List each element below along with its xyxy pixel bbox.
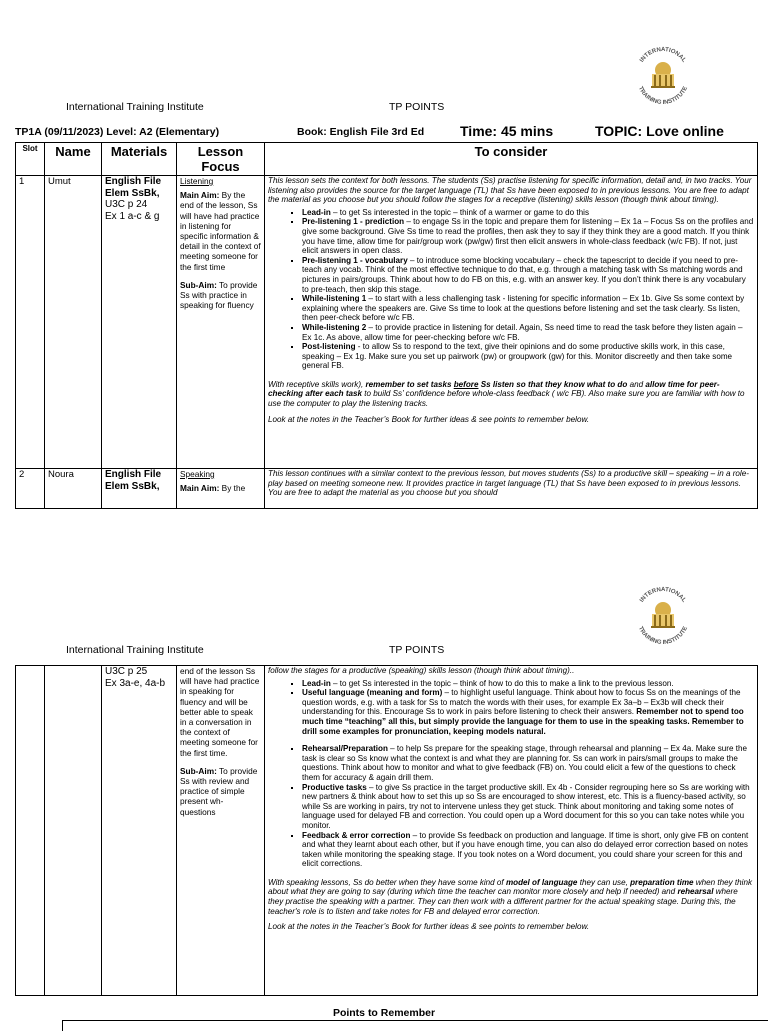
slot-number <box>16 666 45 996</box>
focus-type: Speaking <box>180 469 215 479</box>
sub-aim-label: Sub-Aim: <box>180 765 217 776</box>
topic-info: TOPIC: Love online <box>595 123 724 139</box>
lesson-focus-cell <box>177 176 265 469</box>
stage-list <box>268 208 754 371</box>
to-consider-cell <box>265 176 758 469</box>
institute-logo <box>628 580 698 650</box>
svg-text:INTERNATIONAL: INTERNATIONAL <box>639 586 687 604</box>
materials-cell <box>102 666 177 996</box>
stage-item: ▪ Feedback & error correction – to provide Ss feedback on production and language. If time is short, only give FB on content and what they learnt about each other, but if you have enough time, you can also do delayed error correction based on notes taken while monitoring the speaking stage. If you took notes on a Word document, you could share your screen for this and elicit corrections. <box>302 831 754 869</box>
materials-cell <box>102 176 177 469</box>
main-aim-label: Main Aim: <box>180 190 220 201</box>
materials-unit: U3C p 25 <box>105 666 148 677</box>
main-aim-text: By the end of the lesson, Ss will have had practice in listening for specific information & detail in the context of meeting someone for the first time <box>180 190 261 272</box>
header-to-consider: To consider <box>265 143 758 176</box>
materials-unit: U3C p 24 <box>105 199 148 210</box>
stage-list <box>268 679 754 737</box>
stage-item: ▪ While-listening 1 – to start with a less challenging task - listening for specific information – Ex 1b. Give Ss some context by explaining where the speakers are. Give Ss time to look at the questions before listening and set the task clearly. Ss listen, then peer-check before w/c FB. <box>302 294 754 323</box>
institute-name: International Training Institute <box>66 101 204 113</box>
points-to-remember-box <box>62 1020 768 1031</box>
lesson-intro: follow the stages for a productive (speaking) skills lesson (though think about timing).. <box>268 666 575 675</box>
materials-book: English File <box>105 469 162 480</box>
sub-aim-text: To provide Ss with practice in speaking for fluency <box>180 279 258 311</box>
table-row <box>16 469 758 509</box>
materials-exercises: Ex 1 a-c & g <box>105 210 160 222</box>
lesson-plan-table <box>15 142 758 509</box>
lesson-intro: This lesson continues with a similar context to the previous lesson, but moves students (Ss) to a productive skill – speaking – in a role-play based on meeting someone new. It provides practice in target language (TL) that Ss have been exposed to in previous lessons. You are free to adapt the material as you choose but you should <box>268 469 749 498</box>
materials-book: English File <box>105 176 162 187</box>
svg-text:INTERNATIONAL: INTERNATIONAL <box>639 46 687 64</box>
main-aim-text: end of the lesson Ss will have had practice in speaking for fluency and will be better able to speak in a conversation in the context of meeting someone for the first time. <box>180 666 260 758</box>
to-consider-cell <box>265 469 758 509</box>
sub-aim-text: To provide Ss with review and practice of simple present wh- questions <box>180 765 258 817</box>
points-to-remember-title: Points to Remember <box>332 1007 436 1019</box>
to-consider-cell <box>265 666 758 996</box>
teacher-name: Noura <box>45 469 102 509</box>
doc-title: TP POINTS <box>389 101 445 113</box>
lesson-focus-cell <box>177 666 265 996</box>
header-lesson-focus: Lesson Focus <box>177 143 265 176</box>
stage-item: ▪ Rehearsal/Preparation – to help Ss prepare for the speaking stage, through rehearsal and planning – Ex 4a. Make sure the task is clear so Ss know what the context is and what they are planning for. Ss can work in pairs/small groups to make the questions. Think about how to monitor and what to give feedback (FB) on. You could elicit a few of the questions to check them for accuracy & again drill them. <box>302 744 754 782</box>
teachers-book-note: Look at the notes in the Teacher’s Book for further ideas & see points to remember below. <box>268 922 590 932</box>
time-info: Time: 45 mins <box>460 123 554 139</box>
materials-cell <box>102 469 177 509</box>
svg-text:TRAINING INSTITUTE: TRAINING INSTITUTE <box>636 625 690 647</box>
materials-book-2: Elem SsBk, <box>105 480 160 492</box>
stage-item: ▪ Useful language (meaning and form) – to highlight useful language. Think about how to focus Ss on the meanings of the question words, e.g. with a task for Ss to match the words with their uses, for example Ex 3a–b – Ex3b will check their understanding for this. Encourage Ss to work in pairs before listening to check their answers. Remember not to spend too much time “teaching” all this, but simply provide the language for them to use in the speaking tasks. Remember to drill some examples for pronunciation, keeping models natural. <box>302 688 754 736</box>
speaking-note: With speaking lessons, Ss do better when they have some kind of model of language they can use, preparation time when they think about what they are going to say (during which time the teacher can monitor more closely and help if needed) and rehearsal where they practise the speaking with a partner. They can then work with a different partner for the actual speaking stage. During this, the teacher's role is to listen and take notes for FB and delayed error correction. <box>268 877 753 916</box>
institute-name: International Training Institute <box>66 644 204 656</box>
table-row <box>16 176 758 469</box>
lesson-focus-cell <box>177 469 265 509</box>
focus-type: Listening <box>180 176 214 186</box>
stage-item: ▪ While-listening 2 – to provide practice in listening for detail. Again, Ss need time to read the task before they listen again – Ex 1c. As above, allow time for peer-checking before w/c FB. <box>302 323 754 342</box>
materials-book-2: Elem SsBk, <box>105 187 160 199</box>
doc-title: TP POINTS <box>389 644 445 656</box>
lesson-intro: This lesson sets the context for both lessons. The students (Ss) practise listening for specific information, detail and, in two tracks. Your listening also provides the source for the target language (TL) that Ss have been exposed to in previous lessons. You are free to adapt the material as you choose but you should follow the stages for a receptive (listening) skills lesson (though think about timing). <box>268 176 752 205</box>
main-aim-label: Main Aim: <box>180 483 220 494</box>
header-slot: Slot <box>16 143 45 176</box>
header-name: Name <box>45 143 102 176</box>
lesson-plan-table-continued <box>15 665 758 996</box>
tp-level: TP1A (09/11/2023) Level: A2 (Elementary) <box>15 126 220 138</box>
materials-exercises: Ex 3a-e, 4a-b <box>105 677 166 689</box>
slot-number: 1 <box>16 176 45 469</box>
teachers-book-note: Look at the notes in the Teacher’s Book for further ideas & see points to remember below. <box>268 414 590 424</box>
stage-item: ▪ Lead-in – to get Ss interested in the topic – think of how to do this to make a link to the previous lesson. <box>302 679 754 689</box>
stage-item: ▪ Pre-listening 1 - vocabulary – to introduce some blocking vocabulary – check the tapescript to decide if you need to pre-teach any vocab. Think of the most effective technique to do that, e.g. through a matching task with Ss matching words and pictures in pairs/groups. Think about how to do FB on this, e.g. with an answer key. If you don’t think there is any vocabulary to pre-teach, then skip this stage. <box>302 256 754 294</box>
institute-logo <box>628 40 698 110</box>
stage-item: ▪ Productive tasks – to give Ss practice in the target productive skill. Ex 4b - Consider regrouping here so Ss are working with new partners & think about how to set this up so Ss are encouraged to show interest, etc. This is a fluency-based activity, so while Ss are working in pairs, try not to intervene unless they get stuck. Think about monitoring and taking some notes of language used for delayed FB and correction. You could open up a Word document for this so you can take notes while you monitor. <box>302 783 754 831</box>
main-aim-text: By the <box>221 483 246 494</box>
lesson-info-bar <box>15 123 755 142</box>
header-materials: Materials <box>102 143 177 176</box>
receptive-note: With receptive skills work), remember to set tasks before Ss listen so that they know what to do and allow time for peer-checking after each task to build Ss’ confidence before whole-class feedback ( w/c FB). Also make sure you are familiar with how to use the computer to play the listening tracks. <box>268 379 745 409</box>
stage-item: ▪ Pre-listening 1 - prediction – to engage Ss in the topic and prepare them for listening – Ex 1a – Focus Ss on the profiles and give some background. Give Ss time to read the profiles, then ask they to say if they think they are a good match. If you think you have time, allow time for pair/group work (pw/gw) first then elicit answers in whole-class feedback (w/c FB). If not, just elicit answers in open class. <box>302 217 754 255</box>
stage-item: ▪ Lead-in – to get Ss interested in the topic – think of a warmer or game to do this <box>302 208 754 218</box>
sub-aim-label: Sub-Aim: <box>180 279 217 290</box>
stage-item: ▪ Post-listening - to allow Ss to respond to the text, give their opinions and do some productive skills work, in this case, speaking – Ex 1g. Make sure you set up pairwork (pw) or groupwork (gw) for this. Monitor discreetly and then take some general FB. <box>302 342 754 371</box>
book-info: Book: English File 3rd Ed <box>297 126 425 138</box>
stage-list <box>268 744 754 869</box>
teacher-name: Umut <box>45 176 102 469</box>
svg-text:TRAINING INSTITUTE: TRAINING INSTITUTE <box>636 85 690 107</box>
teacher-name <box>45 666 102 996</box>
table-row <box>16 666 758 996</box>
slot-number: 2 <box>16 469 45 509</box>
